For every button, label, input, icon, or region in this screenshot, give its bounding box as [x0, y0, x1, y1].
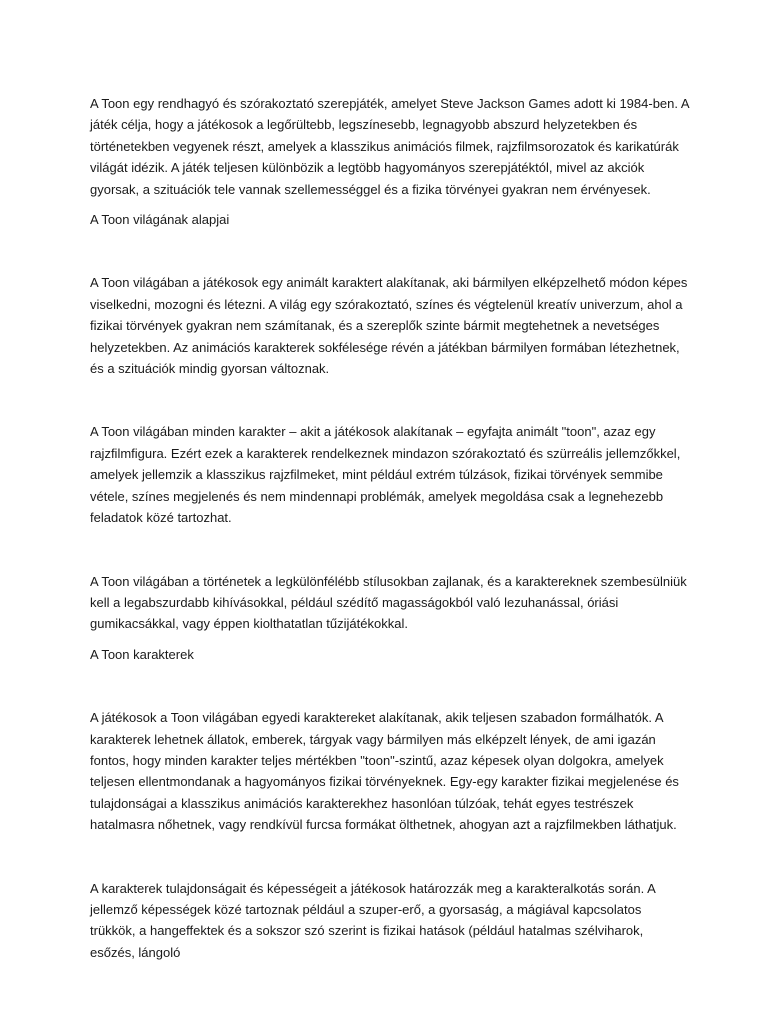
spacer [90, 230, 690, 272]
characters-paragraph-2: A karakterek tulajdonságait és képességeit a játékosok határozzák meg a karakteralkotás során. A jellemző képességek közé tartoznak például a szuper-erő, a gyorsaság, a mágiával kapcsolatos trükkök, a hangeffektek és a sokszor szó szerint is fizikai hatások (például hatalmas szélviharok, esőzés, lángoló [90, 880, 656, 960]
spacer [90, 529, 690, 571]
world-paragraph-1: A Toon világában a játékosok egy animált karaktert alakítanak, aki bármilyen elképzelhető módon képes viselkedni, mozogni és létezni. A világ egy szórakoztató, színes és végtelenül kreatív univerzum, ahol a fizikai törvények gyakran nem számítanak, és a szereplők szinte bármit megtehetnek a nevetséges helyzetekben. Az animációs karakterek sokfélesége révén a játékban bármilyen formában létezhetnek, és a szituációk mindig gyorsan változnak. [90, 275, 688, 377]
world-paragraph-3: A Toon világában a történetek a legkülönfélébb stílusokban zajlanak, és a karaktereknek szembesülniük kell a legabszurdabb kihívásokkal, például szédítő magasságokból való lezuhanással, óriási gumikacsákkal, vagy éppen kiolthatatlan tűzijátékokkal. [90, 573, 687, 632]
section-heading-characters: A Toon karakterek [90, 646, 194, 662]
world-paragraph-2: A Toon világában minden karakter – akit a játékosok alakítanak – egyfajta animált "toon", azaz egy rajzfilmfigura. Ezért ezek a karakterek rendelkeznek mindazon szórakoztató és szürreális jellemzőkkel, amelyek jellemzik a klasszikus rajzfilmeket, mint például extrém túlzások, fizikai törvények semmibe vétele, színes megjelenés és nem mindennapi problémák, amelyek megoldása csak a legnehezebb feladatok közé tartozhat. [90, 424, 681, 526]
spacer [90, 200, 690, 209]
spacer [90, 665, 690, 707]
intro-paragraph: A Toon egy rendhagyó és szórakoztató szerepjáték, amelyet Steve Jackson Games adott ki 1984-ben. A játék célja, hogy a játékosok a legőrültebb, legszínesebb, legnagyobb abszurd helyzetekben és történetekben vegyenek részt, amelyek a klasszikus animációs filmek, rajzfilmsorozatok és karikatúrák világát idézik. A játék teljesen különbözik a legtöbb hagyományos szerepjátéktól, mivel az akciók gyorsak, a szituációk tele vannak szellemességgel és a fizika törvényei gyakran nem érvényesek. [90, 96, 689, 197]
characters-paragraph-1: A játékosok a Toon világában egyedi karaktereket alakítanak, akik teljesen szabadon formálhatók. A karakterek lehetnek állatok, emberek, tárgyak vagy bármilyen más elképzelt lények, de ami igazán fontos, hogy minden karakter teljes mértékben "toon"-szintű, azaz képesek olyan dolgokra, amelyek teljesen ellentmondanak a hagyományos fizikai törvényeknek. Egy-egy karakter fizikai megjelenése és tulajdonságai a klasszikus animációs karakterekhez hasonlóan túlzóak, tehát egyes testrészek hatalmasra nőhetnek, vagy rendkívül furcsa formákat ölthetnek, ahogyan azt a rajzfilmekben láthatjuk. [90, 710, 679, 833]
spacer [90, 836, 690, 878]
document-page [90, 93, 690, 963]
spacer [90, 379, 690, 421]
section-heading-world: A Toon világának alapjai [90, 212, 230, 228]
spacer [90, 635, 690, 644]
